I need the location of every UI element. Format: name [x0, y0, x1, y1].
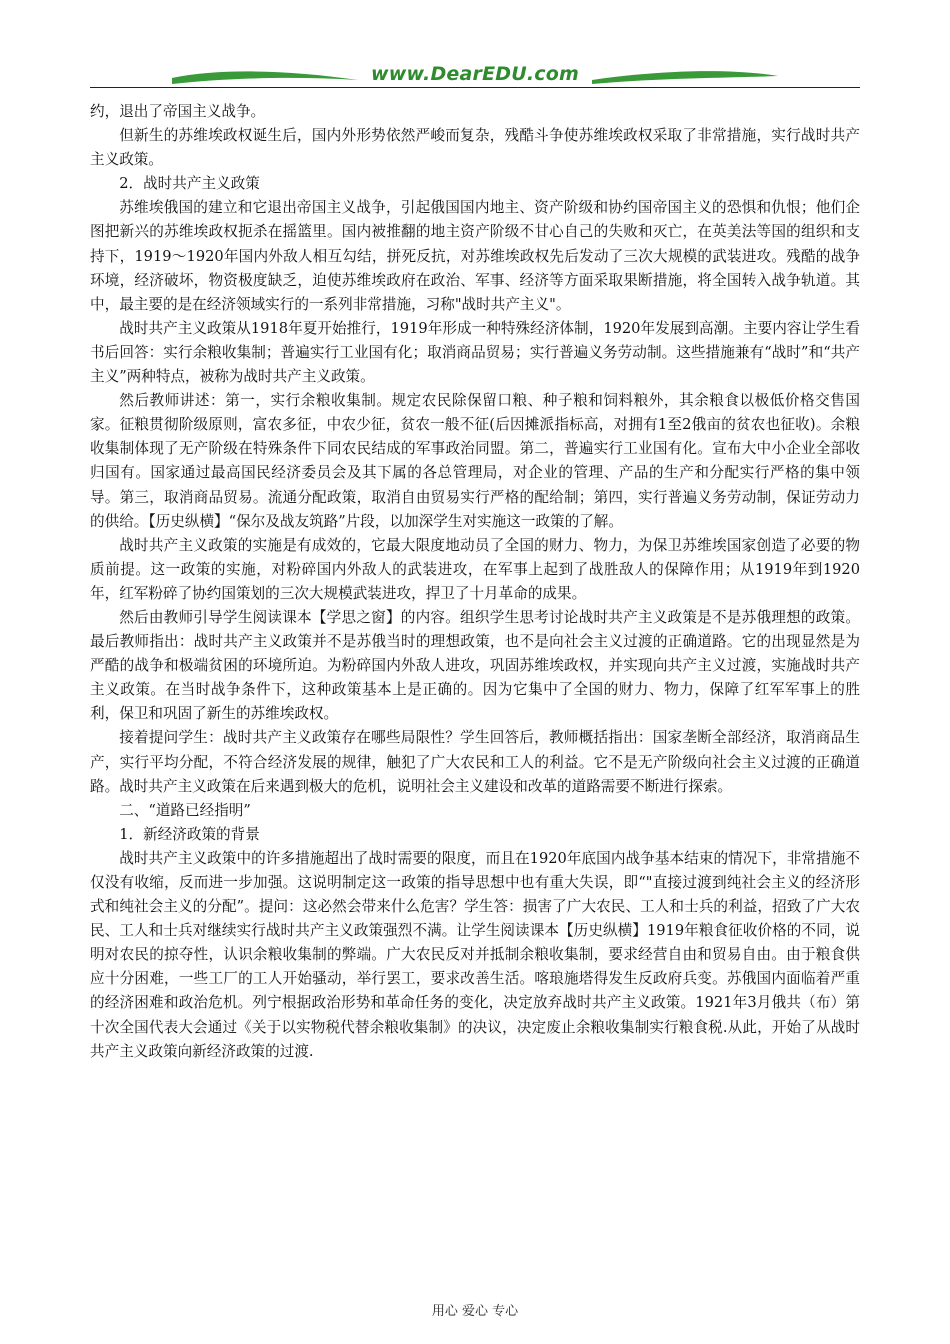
site-logo: www.DearEDU.com — [370, 63, 580, 85]
paragraph: 苏维埃俄国的建立和它退出帝国主义战争，引起俄国国内地主、资产阶级和协约国帝国主义的恐惧和仇恨；他们企图把新兴的苏维埃政权扼杀在摇篮里。国内被推翻的地主资产阶级不甘心自己的失败和灭亡，在英美法等国的组织和支持下，1919～1920年国内外敌人相互勾结，拼死反抗，对苏维埃政权先后发动了三次大规模的武装进攻。残酷的战争环境，经济破坏，物资极度缺乏，迫使苏维埃政府在政治、军事、经济等方面采取果断措施，将全国转入战争轨道。其中，最主要的是在经济领域实行的一系列非常措施，习称"战时共产主义"。 — [90, 199, 860, 313]
section-heading: 1．新经济政策的背景 — [119, 825, 260, 843]
paragraph: 战时共产主义政策的实施是有成效的，它最大限度地动员了全国的财力、物力，为保卫苏维埃国家创造了必要的物质前提。这一政策的实施，对粉碎国内外敌人的武装进攻，在军事上起到了战胜敌人的保障作用；从1919年到1920年，红军粉碎了协约国策划的三次大规模武装进攻，捍卫了十月革命的成果。 — [90, 536, 860, 602]
header-divider — [90, 87, 860, 88]
paragraph: 战时共产主义政策中的许多措施超出了战时需要的限度，而且在1920年底国内战争基本结束的情况下，非常措施不仅没有收缩，反而进一步加强。这说明制定这一政策的指导思想中也有重大失误，即“"直接过渡到纯社会主义的经济形式和纯社会主义的分配”。提问：这必然会带来什么危害？学生答：损害了广大农民、工人和士兵的利益，招致了广大农民、工人和士兵对继续实行战时共产主义政策强烈不满。让学生阅读课本【历史纵横】1919年粮食征收价格的不同，说明对农民的掠夺性，认识余粮收集制的弊端。广大农民反对并抵制余粮收集制，要求经营自由和贸易自由。由于粮食供应十分困难，一些工厂的工人开始骚动，举行罢工，要求改善生活。喀琅施塔得发生反政府兵变。苏俄国内面临着严重的经济困难和政治危机。列宁根据政治形势和革命任务的变化，决定放弃战时共产主义政策。1921年3月俄共（布）第十次全国代表大会通过《关于以实物税代替余粮收集制》的决议，决定废止余粮收集制实行粮食税.从此，开始了从战时共产主义政策向新经济政策的过渡. — [90, 849, 860, 1060]
paragraph: 接着提问学生：战时共产主义政策存在哪些局限性？学生回答后，教师概括指出：国家垄断全部经济，取消商品生产，实行平均分配，不符合经济发展的规律，触犯了广大农民和工人的利益。它不是无产阶级向社会主义过渡的正确道路。战时共产主义政策在后来遇到极大的危机，说明社会主义建设和改革的道路需要不断进行探索。 — [90, 729, 860, 795]
paragraph: 但新生的苏维埃政权诞生后，国内外形势依然严峻而复杂，残酷斗争使苏维埃政权采取了非常措施，实行战时共产主义政策。 — [90, 127, 860, 169]
section-heading: 2．战时共产主义政策 — [119, 175, 260, 193]
section-heading: 二、“道路已经指明” — [119, 801, 251, 819]
paragraph: 战时共产主义政策从1918年夏开始推行，1919年形成一种特殊经济体制，1920年发展到高潮。主要内容让学生看书后回答：实行余粮收集制；普遍实行工业国有化；取消商品贸易；实行普遍义务劳动制。这些措施兼有“战时”和“共产主义”两种特点，被称为战时共产主义政策。 — [90, 319, 860, 386]
paragraph: 然后教师讲述：第一，实行余粮收集制。规定农民除保留口粮、种子粮和饲料粮外，其余粮食以极低价格交售国家。征粮贯彻阶级原则，富农多征，中农少征，贫农一般不征(后因摊派指标高，对拥有1至2俄亩的贫农也征收)。余粮收集制体现了无产阶级在特殊条件下同农民结成的军事政治同盟。第二，普遍实行工业国有化。宣布大中小企业全部收归国有。国家通过最高国民经济委员会及其下属的各总管理局，对企业的管理、产品的生产和分配实行严格的集中领导。第三，取消商品贸易。流通分配政策，取消自由贸易实行严格的配给制；第四，实行普遍义务劳动制，保证劳动力的供给。【历史纵横】“保尔及战友筑路”片段，以加深学生对实施这一政策的了解。 — [90, 392, 860, 530]
page-footer: 用心 爱心 专心 — [431, 1304, 519, 1319]
paragraph: 约，退出了帝国主义战争。 — [90, 103, 266, 120]
document-body — [90, 100, 860, 1064]
page-header — [90, 60, 860, 90]
paragraph: 然后由教师引导学生阅读课本【学思之窗】的内容。组织学生思考讨论战时共产主义政策是不是苏俄理想的政策。最后教师指出：战时共产主义政策并不是苏俄当时的理想政策，也不是向社会主义过渡的正确道路。它的出现显然是为严酷的战争和极端贫困的环境所迫。为粉碎国内外敌人进攻，巩固苏维埃政权，并实现向共产主义过渡，实施战时共产主义政策。在当时战争条件下，这种政策基本上是正确的。因为它集中了全国的财力、物力，保障了红军军事上的胜利，保卫和巩固了新生的苏维埃政权。 — [90, 608, 860, 723]
